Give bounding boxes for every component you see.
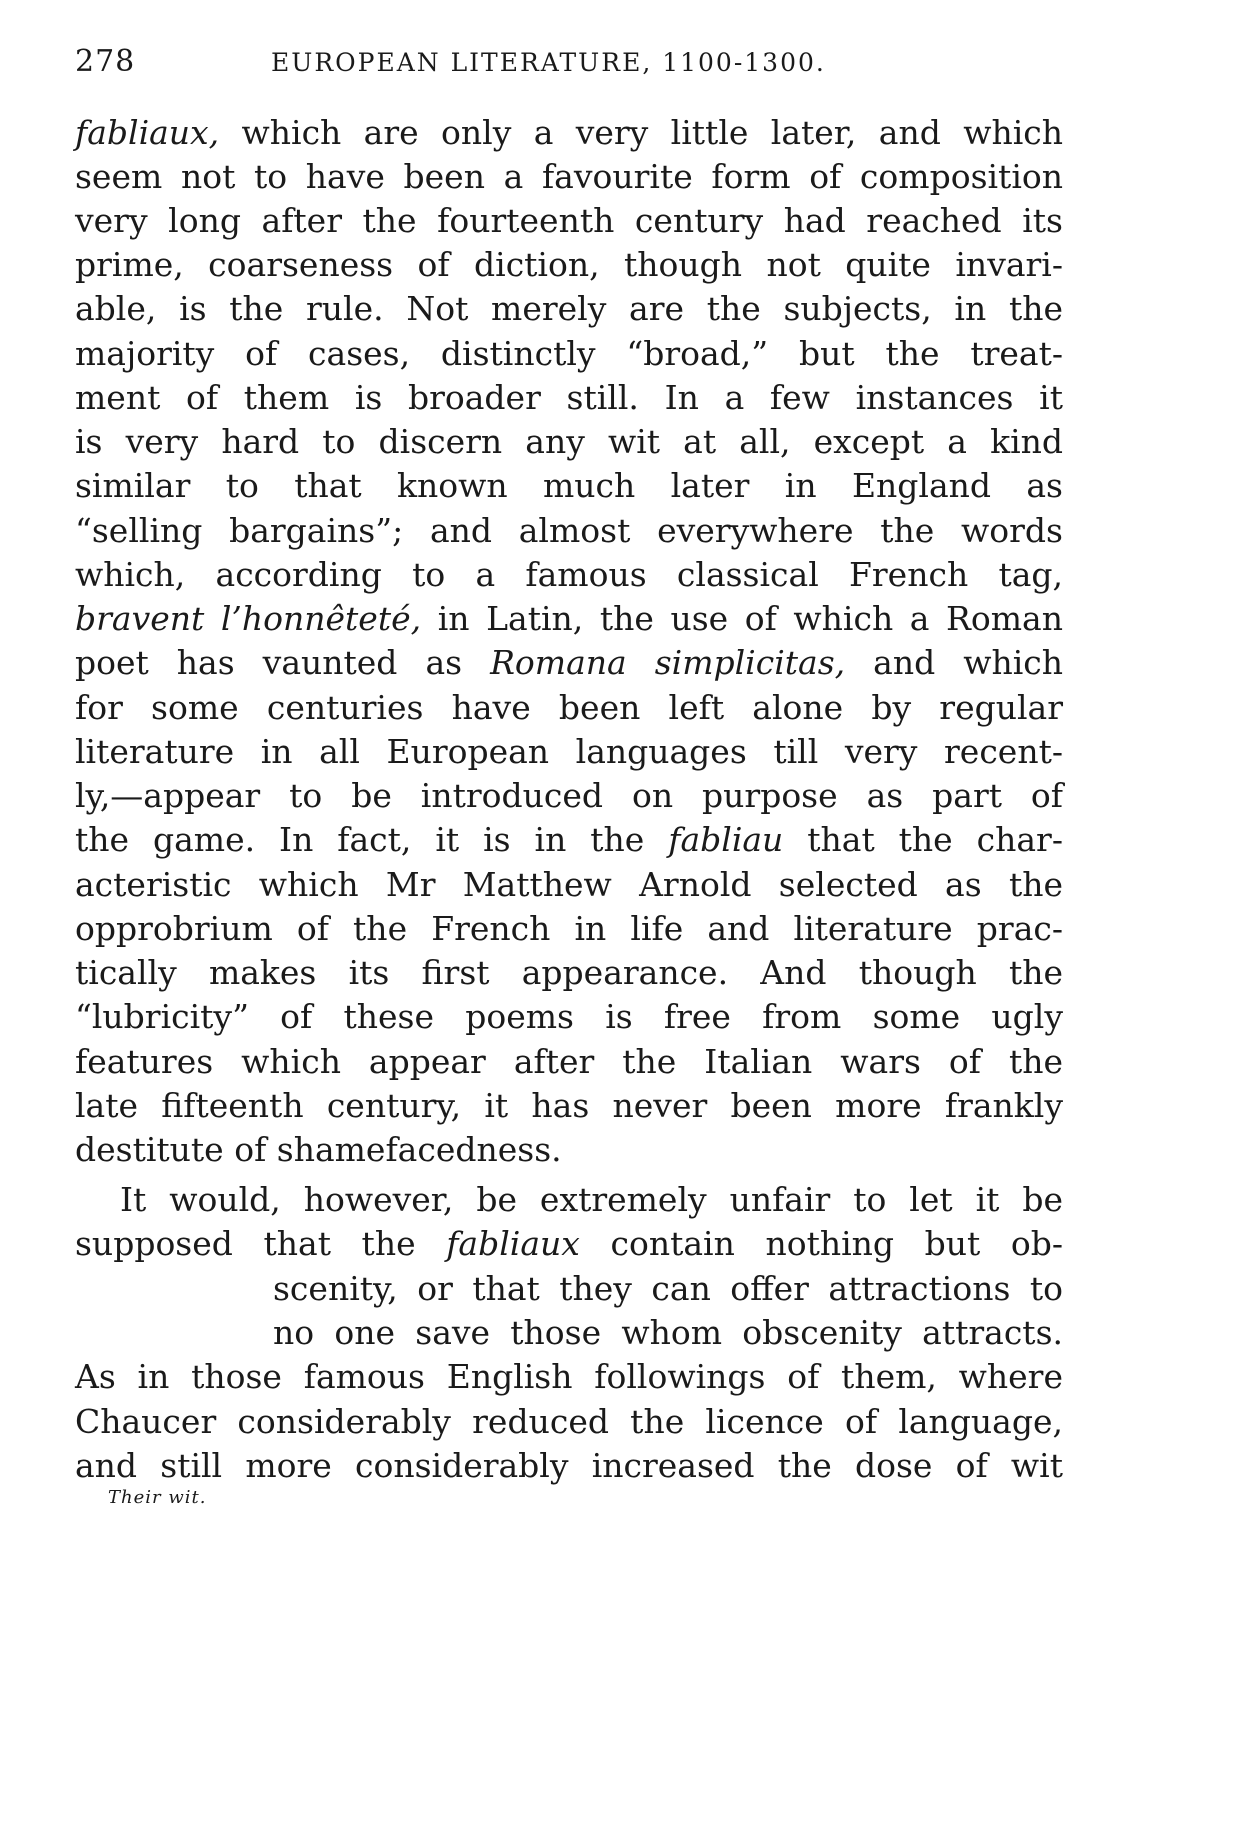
- text-span: the game. In fact, it is in the: [75, 820, 669, 859]
- running-title: EUROPEAN LITERATURE, 1100-1300.: [271, 48, 826, 77]
- text-line: tically makes its first appearance. And though the: [75, 953, 1063, 992]
- text-line: prime, coarseness of diction, though not quite invari-: [75, 245, 1063, 284]
- text-line: As in those famous English followings of them, where: [75, 1357, 1063, 1396]
- italic-phrase: Romana simplicitas,: [490, 643, 846, 682]
- text-line: and still more considerably increased the dose of wit: [75, 1446, 1063, 1485]
- text-span: supposed that the: [75, 1224, 447, 1263]
- text-span: which are only a very little later, and which: [219, 113, 1063, 152]
- italic-phrase: bravent l’honnêteté,: [75, 599, 422, 638]
- text-line: ly,—appear to be introduced on purpose as part of: [75, 776, 1063, 815]
- text-line: [75, 1222, 1063, 1266]
- text-line: [75, 641, 1063, 685]
- italic-term: fabliaux,: [75, 113, 220, 152]
- text-line: similar to that known much later in England as: [75, 466, 1063, 505]
- text-span: in Latin, the use of which a Roman: [421, 599, 1063, 638]
- page-number: 278: [75, 44, 136, 79]
- text-line: [75, 818, 1063, 862]
- text-line: seem not to have been a favourite form of composition: [75, 157, 1063, 196]
- text-line: literature in all European languages till very recent-: [75, 732, 1063, 771]
- text-line: scenity, or that they can offer attractions to: [273, 1269, 1063, 1308]
- text-line: Chaucer considerably reduced the licence of language,: [75, 1402, 1063, 1441]
- text-line: which, according to a famous classical French tag,: [75, 555, 1063, 594]
- text-line: late fifteenth century, it has never been more frankly: [75, 1086, 1063, 1125]
- italic-term: fabliaux: [446, 1224, 580, 1263]
- text-span: and which: [845, 643, 1064, 682]
- text-span: that the char-: [783, 820, 1063, 859]
- text-line: destitute of shamefacedness.: [75, 1130, 562, 1169]
- text-span: poet has vaunted as: [75, 643, 491, 682]
- margin-note: Their wit.: [108, 1487, 207, 1508]
- text-line: [75, 597, 1063, 641]
- italic-term: fabliau: [668, 820, 784, 859]
- text-line: “lubricity” of these poems is free from some ugly: [75, 997, 1063, 1036]
- text-line: “selling bargains”; and almost everywhere the words: [75, 511, 1063, 550]
- text-line: for some centuries have been left alone by regular: [75, 688, 1063, 727]
- text-line: [75, 111, 1063, 155]
- text-line: is very hard to discern any wit at all, except a kind: [75, 422, 1063, 461]
- text-line: It would, however, be extremely unfair to let it be: [120, 1180, 1063, 1219]
- text-line: no one save those whom obscenity attracts.: [273, 1313, 1063, 1352]
- text-span: contain nothing but ob-: [579, 1224, 1064, 1263]
- text-line: ment of them is broader still. In a few instances it: [75, 378, 1063, 417]
- text-line: opprobrium of the French in life and literature prac-: [75, 909, 1063, 948]
- text-line: very long after the fourteenth century had reached its: [75, 201, 1063, 240]
- text-line: features which appear after the Italian wars of the: [75, 1042, 1063, 1081]
- text-line: acteristic which Mr Matthew Arnold selected as the: [75, 865, 1063, 904]
- text-line: able, is the rule. Not merely are the subjects, in the: [75, 289, 1063, 328]
- text-line: majority of cases, distinctly “broad,” but the treat-: [75, 334, 1063, 373]
